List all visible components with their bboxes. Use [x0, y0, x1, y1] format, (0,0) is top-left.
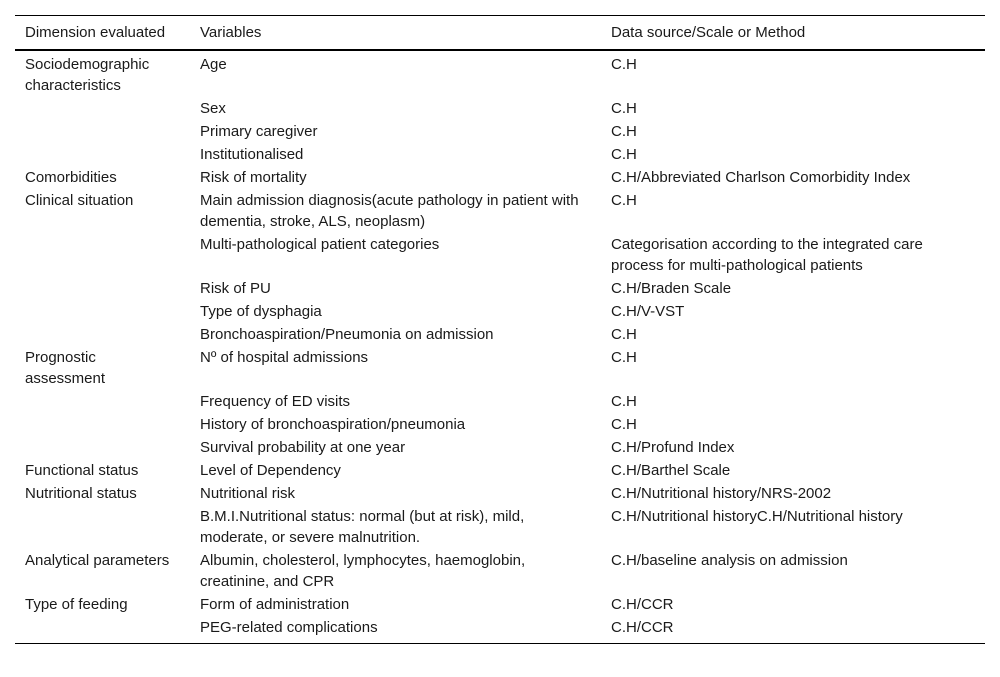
- table-row: [15, 346, 985, 390]
- cell-dimension: Prognostic assessment: [25, 349, 106, 387]
- cell-dimension: [15, 277, 190, 300]
- table-row: [15, 97, 985, 120]
- cell-dimension: [15, 233, 190, 277]
- cell-data-source: C.H: [611, 393, 637, 410]
- cell-dimension: [15, 413, 190, 436]
- cell-variable: PEG-related complications: [190, 616, 601, 644]
- cell-variable: Age: [200, 56, 227, 73]
- table-row: [15, 482, 985, 505]
- cell-dimension: [15, 505, 190, 549]
- cell-dimension: Sociodemographic characteristics: [25, 56, 150, 94]
- table-row: [15, 436, 985, 459]
- table-row: [15, 233, 985, 277]
- cell-variable: Primary caregiver: [200, 123, 318, 140]
- cell-data-source: C.H/Nutritional historyC.H/Nutritional history: [611, 508, 903, 525]
- cell-dimension: Analytical parameters: [25, 552, 170, 569]
- cell-variable: Bronchoaspiration/Pneumonia on admission: [200, 326, 494, 343]
- cell-dimension: [15, 97, 190, 120]
- cell-data-source: C.H/V-VST: [611, 303, 685, 320]
- data-table: [15, 15, 985, 644]
- cell-variable: Risk of PU: [200, 280, 271, 297]
- cell-variable: Type of dysphagia: [200, 303, 322, 320]
- cell-dimension: [15, 436, 190, 459]
- table-row: [15, 505, 985, 549]
- cell-data-source: C.H: [611, 146, 637, 163]
- cell-variable: Form of administration: [200, 596, 350, 613]
- table-header-row: [15, 16, 985, 51]
- table-row: [15, 616, 985, 644]
- cell-data-source: C.H: [611, 192, 637, 209]
- cell-variable: Albumin, cholesterol, lymphocytes, haemoglobin, creatinine, and CPR: [200, 552, 526, 590]
- cell-variable: Sex: [200, 100, 226, 117]
- cell-data-source: C.H/Nutritional history/NRS-2002: [611, 485, 832, 502]
- cell-variable: Nutritional risk: [200, 485, 296, 502]
- header-variables: Variables: [190, 16, 601, 51]
- cell-dimension: Functional status: [25, 462, 139, 479]
- cell-dimension: [15, 616, 190, 644]
- cell-data-source: C.H: [611, 123, 637, 140]
- table-row: [15, 300, 985, 323]
- table-row: [15, 390, 985, 413]
- table-row: [15, 549, 985, 593]
- cell-data-source: C.H/Braden Scale: [611, 280, 732, 297]
- cell-data-source: C.H: [611, 100, 637, 117]
- cell-variable: Multi-pathological patient categories: [200, 236, 440, 253]
- cell-variable: Institutionalised: [200, 146, 304, 163]
- table-row: [15, 143, 985, 166]
- cell-data-source: C.H: [611, 326, 637, 343]
- cell-dimension: [15, 143, 190, 166]
- cell-dimension: Type of feeding: [25, 596, 128, 613]
- table-body: [15, 50, 985, 644]
- cell-data-source: C.H/baseline analysis on admission: [611, 552, 848, 569]
- cell-data-source: C.H: [611, 56, 637, 73]
- cell-data-source: C.H: [611, 349, 637, 366]
- cell-dimension: Nutritional status: [25, 485, 137, 502]
- cell-variable: Nº of hospital admissions: [200, 349, 369, 366]
- cell-dimension: [15, 120, 190, 143]
- cell-variable: Frequency of ED visits: [200, 393, 351, 410]
- header-data-source: Data source/Scale or Method: [601, 16, 985, 51]
- cell-variable: B.M.I.Nutritional status: normal (but at risk), mild, moderate, or severe malnutrition.: [200, 508, 525, 546]
- cell-variable: History of bronchoaspiration/pneumonia: [200, 416, 466, 433]
- cell-data-source: C.H/Profund Index: [611, 439, 735, 456]
- cell-data-source: C.H/CCR: [601, 616, 985, 644]
- cell-variable: Risk of mortality: [200, 169, 307, 186]
- table-row: [15, 413, 985, 436]
- cell-variable: Main admission diagnosis(acute pathology in patient with dementia, stroke, ALS, neoplasm): [200, 192, 579, 230]
- table-row: [15, 120, 985, 143]
- table-row: [15, 166, 985, 189]
- table-row: [15, 277, 985, 300]
- header-dimension: Dimension evaluated: [15, 16, 190, 51]
- cell-data-source: C.H: [611, 416, 637, 433]
- data-table-container: [15, 15, 985, 644]
- table-row: [15, 593, 985, 616]
- cell-data-source: C.H/Barthel Scale: [611, 462, 731, 479]
- cell-dimension: [15, 323, 190, 346]
- table-row: [15, 50, 985, 97]
- cell-data-source: C.H/CCR: [611, 596, 674, 613]
- cell-dimension: Clinical situation: [25, 192, 134, 209]
- table-row: [15, 323, 985, 346]
- cell-dimension: [15, 390, 190, 413]
- cell-dimension: Comorbidities: [25, 169, 117, 186]
- table-row: [15, 189, 985, 233]
- cell-variable: Level of Dependency: [200, 462, 341, 479]
- cell-data-source: Categorisation according to the integrated care process for multi-pathological patients: [611, 236, 923, 274]
- cell-variable: Survival probability at one year: [200, 439, 406, 456]
- table-row: [15, 459, 985, 482]
- cell-dimension: [15, 300, 190, 323]
- cell-data-source: C.H/Abbreviated Charlson Comorbidity Index: [611, 169, 911, 186]
